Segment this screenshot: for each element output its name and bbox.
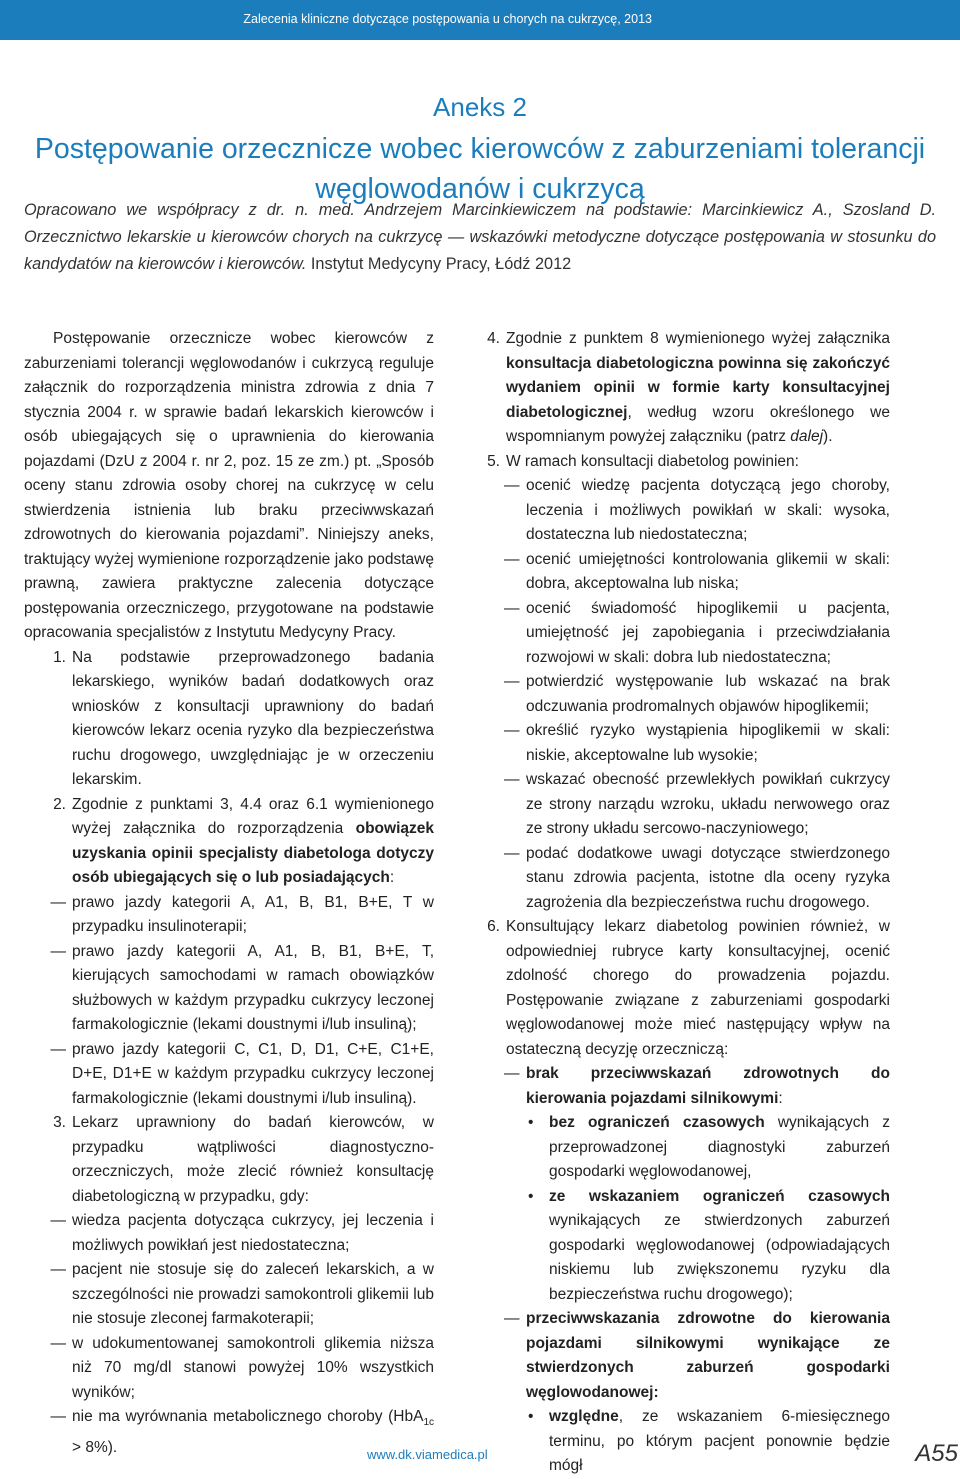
paragraph-text: . Niniejszy aneks, traktujący wyżej wymienione rozporządzenie jako podstawę prawną, zawiera praktyczne zalecenia dotyczące postępowania orzeczniczego, przygotowane na podstawie opracowania specjalistów z Instytutu Medycyny Pracy. bbox=[24, 526, 434, 641]
list-item-5 bbox=[486, 450, 890, 475]
item-text: Na podstawie przeprowadzonego badania lekarskiego, wyników badań dodatkowych oraz wniosków z konsultacji uprawniony do badań kierowców lekarz ocenia ryzyko dla bezpieczeństwa ruchu drogowego, uwzględniając je w orzeczeniu lekarskim. bbox=[72, 648, 434, 788]
dash-item bbox=[486, 548, 890, 597]
item-number: 4. bbox=[487, 330, 500, 347]
item-italic-text: dalej bbox=[790, 428, 824, 445]
intro-note bbox=[24, 197, 936, 278]
dash-item bbox=[486, 597, 890, 671]
bullet-text: wynikających ze stwierdzonych zaburzeń gospodarki węglowodanowej (odpowiadających niskiemu lub zwiększonemu ryzyku dla bezpieczeństwa ruchu drogowego); bbox=[549, 1212, 890, 1303]
dash-text: pacjent nie stosuje się do zaleceń lekarskich, a w szczególności nie prowadzi samokontroli glikemii lub nie stosuje zleconej farmakoterapii; bbox=[72, 1261, 434, 1327]
dash-text: nie ma wyrównania metabolicznego choroby (HbA bbox=[72, 1408, 424, 1425]
bullet-icon: • bbox=[528, 1114, 534, 1131]
em-dash: — bbox=[504, 673, 520, 690]
em-dash: — bbox=[504, 1065, 520, 1082]
paragraph-quote: „Sposób oceny stanu zdrowia osoby chorej na cukrzycę w celu stwierdzenia istnienia lub braku przeciwwskazań zdrowotnych do kierowania pojazdami” bbox=[24, 452, 434, 543]
dash-text: określić ryzyko wystąpienia hipoglikemii w skali: niskie, akceptowalne lub wysokie; bbox=[526, 722, 890, 764]
dash-text: > 8%). bbox=[72, 1438, 118, 1456]
item-text: Konsultujący lekarz diabetolog powinien również, w odpowiedniej rubryce karty konsultacyjnej, ocenić zdolność chorego do prowadzenia pojazdu. Postępowanie związane z zaburzeniami gospodarki węglowodanowej może mieć następujący wpływ na ostateczną decyzję orzeczniczą: bbox=[506, 918, 890, 1058]
em-dash: — bbox=[504, 599, 520, 617]
left-column bbox=[24, 327, 434, 1460]
item-text: Zgodnie z punktem 8 wymienionego wyżej załącznika bbox=[506, 330, 890, 347]
list-item-2 bbox=[24, 793, 434, 891]
dash-item bbox=[24, 1038, 434, 1112]
dash-item bbox=[486, 1307, 890, 1405]
dash-item bbox=[24, 891, 434, 940]
item-number: 1. bbox=[53, 648, 66, 666]
right-column bbox=[486, 327, 890, 1479]
item-number: 3. bbox=[53, 1114, 66, 1131]
bullet-item bbox=[486, 1185, 890, 1308]
intro-italic: Opracowano we współpracy z dr. n. med. Andrzejem Marcinkiewiczem na podstawie: Marcinkiewicz A., Szosland D. Orzecznictwo lekarskie u kierowców chorych na cukrzycę — wskazówki metodyczne dotyczące postępowania w stosunku do kandydatów na kierowców i kierowców. bbox=[24, 201, 936, 273]
bullet-item bbox=[486, 1405, 890, 1479]
item-text: ). bbox=[823, 428, 833, 445]
header-bar bbox=[0, 0, 960, 40]
intro-source: Instytut Medycyny Pracy, Łódź 2012 bbox=[306, 255, 572, 273]
dash-text: ocenić wiedzę pacjenta dotyczącą jego choroby, leczenia i możliwych powikłań w skali: wysoka, dostateczna lub niedostateczna; bbox=[526, 477, 890, 543]
dash-item bbox=[486, 842, 890, 916]
running-title: Zalecenia kliniczne dotyczące postępowania u chorych na cukrzycę, 2013 bbox=[243, 12, 652, 26]
footer-url[interactable]: www.dk.viamedica.pl bbox=[367, 1447, 488, 1462]
em-dash: — bbox=[50, 942, 66, 960]
dash-text: : bbox=[778, 1089, 783, 1107]
dash-text: podać dodatkowe uwagi dotyczące stwierdzonego stanu zdrowia pacjenta, istotne dla oceny ryzyka zagrożenia dla bezpieczeństwa ruchu drogowego. bbox=[526, 844, 890, 911]
item-bold-text: konsultacja diabetologiczna powinna się zakończyć wydaniem opinii w formie karty konsultacyjnej diabetologicznej bbox=[506, 354, 890, 421]
item-text: Lekarz uprawniony do badań kierowców, w przypadku wątpliwości diagnostyczno-orzeczniczych, może zlecić również konsultację diabetologiczną w przypadku, gdy: bbox=[72, 1114, 434, 1205]
em-dash: — bbox=[504, 771, 520, 788]
list-item-6 bbox=[486, 915, 890, 1062]
bullet-icon: • bbox=[528, 1408, 534, 1425]
dash-item bbox=[486, 1062, 890, 1111]
em-dash: — bbox=[504, 722, 520, 739]
dash-text: prawo jazdy kategorii A, A1, B, B1, B+E, T, kierujących samochodami w ramach obowiązków służbowych w każdym przypadku cukrzycy leczonej farmakologicznie (lekami doustnymi i/lub insuliną); bbox=[72, 942, 434, 1033]
item-text: : bbox=[389, 869, 395, 886]
dash-bold-text: brak przeciwwskazań zdrowotnych do kierowania pojazdami silnikowymi bbox=[526, 1065, 890, 1107]
list-item-4 bbox=[486, 327, 890, 450]
dash-item bbox=[486, 670, 890, 719]
item-bold-text: obowiązek uzyskania opinii specjalisty diabetologa dotyczy osób ubiegających się o lub posiadających bbox=[72, 820, 434, 886]
subscript: 1c bbox=[423, 1417, 434, 1429]
dash-bold-text: przeciwwskazania zdrowotne do kierowania pojazdami silnikowymi wynikające ze stwierdzonych zaburzeń gospodarki węglowodanowej: bbox=[526, 1310, 890, 1401]
bullet-bold-text: względne bbox=[549, 1408, 619, 1425]
item-text: Zgodnie z punktami 3, 4.4 oraz 6.1 wymienionego wyżej załącznika do rozporządzenia bbox=[72, 795, 434, 837]
bullet-text: wynikających z przeprowadzonej diagnostyki zaburzeń gospodarki węglowodanowej, bbox=[549, 1114, 890, 1180]
bullet-icon: • bbox=[528, 1187, 534, 1205]
em-dash: — bbox=[50, 1040, 66, 1058]
em-dash: — bbox=[504, 550, 520, 568]
item-number: 6. bbox=[487, 918, 500, 935]
dash-text: prawo jazdy kategorii A, A1, B, B1, B+E, T w przypadku insulinoterapii; bbox=[72, 893, 434, 935]
page-title: Postępowanie orzecznicze wobec kierowców z zaburzeniami tolerancji węglowodanów i cukrzycą bbox=[34, 133, 926, 205]
dash-item bbox=[24, 1332, 434, 1406]
dash-text: ocenić świadomość hipoglikemii u pacjenta, umiejętność jej zapobiegania i przeciwdziałania rozwojowi w skali: dobra lub niedostateczna; bbox=[526, 599, 890, 666]
dash-item bbox=[24, 1209, 434, 1258]
em-dash: — bbox=[50, 1212, 66, 1229]
list-item-3 bbox=[24, 1111, 434, 1209]
dash-text: prawo jazdy kategorii C, C1, D, D1, C+E, C1+E, D+E, D1+E w każdym przypadku cukrzycy leczonej farmakologicznie (lekami doustnymi i/lub insuliną). bbox=[72, 1040, 434, 1107]
dash-text: potwierdzić występowanie lub wskazać na brak odczuwania prodromalnych objawów hipoglikemii; bbox=[526, 673, 890, 715]
item-text: W ramach konsultacji diabetolog powinien: bbox=[506, 452, 799, 470]
dash-item bbox=[486, 719, 890, 768]
item-number: 2. bbox=[53, 795, 66, 813]
bullet-bold-text: ze wskazaniem ograniczeń czasowych bbox=[549, 1187, 890, 1205]
bullet-bold-text: bez ograniczeń czasowych bbox=[549, 1114, 765, 1131]
dash-item bbox=[486, 768, 890, 842]
em-dash: — bbox=[504, 477, 520, 494]
bullet-text: , ze wskazaniem 6-miesięcznego terminu, po którym pacjent ponownie będzie mógł bbox=[549, 1408, 890, 1474]
list-item-1 bbox=[24, 646, 434, 793]
item-number: 5. bbox=[487, 452, 500, 470]
bullet-item bbox=[486, 1111, 890, 1185]
intro-paragraph bbox=[24, 327, 434, 646]
em-dash: — bbox=[50, 1334, 66, 1352]
em-dash: — bbox=[50, 1261, 66, 1278]
em-dash: — bbox=[504, 1310, 520, 1327]
dash-item bbox=[24, 1258, 434, 1332]
dash-text: wiedza pacjenta dotycząca cukrzycy, jej leczenia i możliwych powikłań jest niedostateczna; bbox=[72, 1212, 434, 1254]
dash-text: ocenić umiejętności kontrolowania glikemii w skali: dobra, akceptowalna lub niska; bbox=[526, 550, 890, 592]
item-text: , według wzoru określonego we wspomnianym powyżej załączniku (patrz bbox=[506, 403, 890, 445]
dash-item bbox=[24, 940, 434, 1038]
em-dash: — bbox=[504, 844, 520, 862]
dash-item bbox=[486, 474, 890, 548]
dash-text: w udokumentowanej samokontroli glikemia niższa niż 70 mg/dl stanowi powyżej 10% wszystkich wyników; bbox=[72, 1334, 434, 1401]
dash-text: wskazać obecność przewlekłych powikłań cukrzycy ze strony narządu wzroku, układu nerwowego oraz ze strony układu sercowo-naczyniowego; bbox=[526, 771, 890, 837]
em-dash: — bbox=[50, 893, 66, 911]
page-number: A55 bbox=[915, 1440, 958, 1467]
paragraph-text: Postępowanie orzecznicze wobec kierowców z zaburzeniami tolerancji węglowodanów i cukrzycą reguluje załącznik do rozporządzenia ministra zdrowia z dnia 7 stycznia 2004 r. w sprawie badań lekarskich kierowców i osób ubiegających się o uprawnienia do kierowania pojazdami (DzU z 2004 r. nr 2, poz. 15 ze zm.) pt. bbox=[24, 330, 434, 470]
annex-label: Aneks 2 bbox=[433, 92, 527, 122]
em-dash: — bbox=[50, 1408, 66, 1425]
